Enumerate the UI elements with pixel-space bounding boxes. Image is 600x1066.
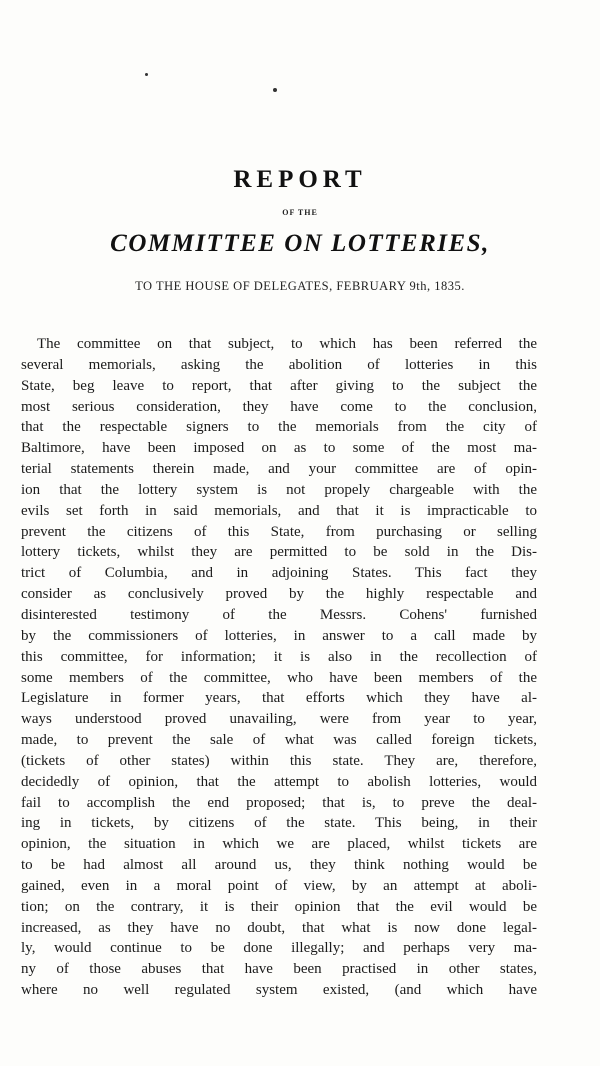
text-line: evils set forth in said memorials, and that it is impracticable to <box>21 502 537 519</box>
text-line: some members of the committee, who have been members of the <box>21 669 537 686</box>
body-paragraph <box>21 334 537 1001</box>
text-line: prevent the citizens of this State, from purchasing or selling <box>21 523 537 540</box>
text-line: where no well regulated system existed, (and which have <box>21 982 537 999</box>
text-line: opinion, the situation in which we are placed, whilst tickets are <box>21 836 537 853</box>
text-line: gained, even in a moral point of view, by an attempt at aboli- <box>21 877 537 894</box>
text-line: Baltimore, have been imposed on as to some of the most ma- <box>21 440 537 457</box>
title-connector: OF THE <box>282 208 318 217</box>
text-line: State, beg leave to report, that after giving to the subject the <box>21 377 537 394</box>
text-line: decidedly of opinion, that the attempt to abolish lotteries, would <box>21 773 537 790</box>
text-line: several memorials, asking the abolition of lotteries in this <box>21 356 537 373</box>
page-subtitle: COMMITTEE ON LOTTERIES, <box>110 230 490 257</box>
text-line: to be had almost all around us, they think nothing would be <box>21 857 537 874</box>
text-line: disinterested testimony of the Messrs. Cohens' furnished <box>21 606 537 623</box>
text-line: tion; on the contrary, it is their opinion that the evil would be <box>21 898 537 915</box>
ink-speck <box>145 73 148 76</box>
page-title: REPORT <box>233 166 367 193</box>
text-line: The committee on that subject, to which has been referred the <box>37 336 537 352</box>
text-line: ly, would continue to be done illegally; and perhaps very ma- <box>21 940 537 957</box>
ink-speck <box>273 88 277 92</box>
text-line: trict of Columbia, and in adjoining States. This fact they <box>21 565 537 582</box>
text-line: ny of those abuses that have been practised in other states, <box>21 961 537 978</box>
dateline: TO THE HOUSE OF DELEGATES, FEBRUARY 9th, 1835. <box>135 279 465 293</box>
text-line: by the commissioners of lotteries, in answer to a call made by <box>21 627 537 644</box>
text-line: ways understood proved unavailing, were from year to year, <box>21 711 537 728</box>
text-line: (tickets of other states) within this state. They are, therefore, <box>21 752 537 769</box>
text-line: ion that the lottery system is not propely chargeable with the <box>21 481 537 498</box>
text-line: fail to accomplish the end proposed; that is, to preve the deal- <box>21 794 537 811</box>
text-line: consider as conclusively proved by the highly respectable and <box>21 586 537 603</box>
text-line: most serious consideration, they have come to the conclusion, <box>21 398 537 415</box>
text-line: increased, as they have no doubt, that what is now done legal- <box>21 919 537 936</box>
text-line: lottery tickets, whilst they are permitted to be sold in the Dis- <box>21 544 537 561</box>
text-line: that the respectable signers to the memorials from the city of <box>21 419 537 436</box>
text-line: ing in tickets, by citizens of the state. This being, in their <box>21 815 537 832</box>
text-line: terial statements therein made, and your committee are of opin- <box>21 461 537 478</box>
text-line: Legislature in former years, that efforts which they have al- <box>21 690 537 707</box>
text-line: made, to prevent the sale of what was called foreign tickets, <box>21 732 537 749</box>
text-line: this committee, for information; it is also in the recollection of <box>21 648 537 665</box>
